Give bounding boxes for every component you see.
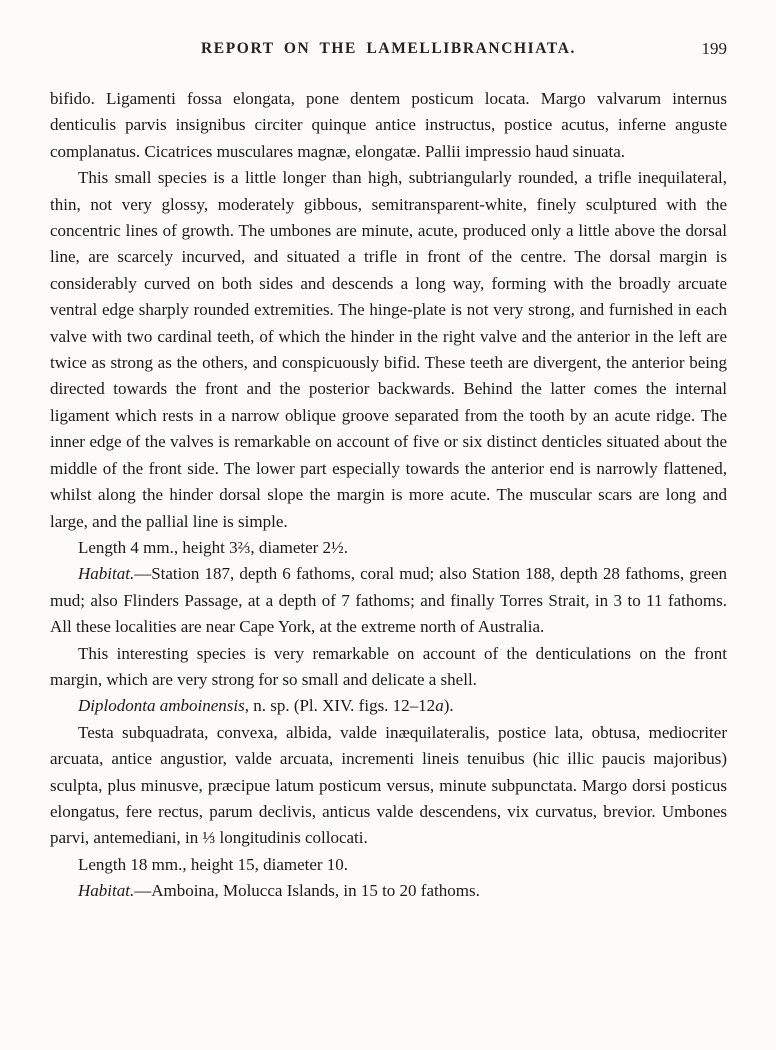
paragraph-habitat-1 (50, 561, 727, 640)
species-heading-rest: , n. sp. (Pl. XIV. figs. 12–12 (244, 696, 436, 716)
paragraph-latin-continuation: bifido. Ligamenti fossa elongata, pone dentem posticum locata. Margo valvarum internus denticulis parvis insignibus circiter quinque antice instructus, postice acutus, inferne anguste complanatus. Cicatrices musculares magnæ, elongatæ. Pallii impressio haud sinuata. (50, 89, 727, 161)
page-body (50, 86, 727, 905)
page-title: REPORT ON THE LAMELLIBRANCHIATA. (200, 40, 576, 57)
habitat-text: —Station 187, depth 6 fathoms, coral mud; also Station 188, depth 28 fathoms, green mud; also Flinders Passage, at a depth of 7 fathoms; and finally Torres Strait, in 3 to 11 fathoms. All these localities are near Cape York, at the extreme north of Australia. (50, 564, 727, 637)
habitat-text-2: —Amboina, Molucca Islands, in 15 to 20 fathoms. (134, 881, 480, 901)
paragraph-dimensions-1: Length 4 mm., height 3⅔, diameter 2½. (78, 537, 349, 557)
habitat-label: Habitat. (78, 564, 135, 584)
running-head (50, 40, 727, 64)
species-heading-close: ). (443, 696, 454, 716)
paragraph-dimensions-2: Length 18 mm., height 15, diameter 10. (78, 854, 349, 874)
paragraph-latin-diagnosis: Testa subquadrata, convexa, albida, valde inæquilateralis, postice lata, obtusa, mediocriter arcuata, antice angustior, valde arcuata, incrementi lineis tenuibus (hic illic paucis majoribus) sculpta, plus minusve, præcipue latum posticum versus, minute subpunctata. Margo dorsi posticus elongatus, fere rectus, parum declivis, anticus valde descendens, vix curvatus, brevior. Umbones parvi, antemediani, in ⅓ longitudinis collocati. (50, 722, 727, 848)
paragraph-species-description: This small species is a little longer than high, subtriangularly rounded, a trifle inequilateral, thin, not very glossy, moderately gibbous, semitransparent-white, finely sculptured with the concentric lines of growth. The umbones are minute, acute, produced only a little above the dorsal line, are scarcely incurved, and situated a trifle in front of the centre. The dorsal margin is considerably curved on both sides and descends a long way, forming with the broadly arcuate ventral edge sharply rounded extremities. The hinge-plate is not very strong, and furnished in each valve with two cardinal teeth, of which the hinder in the right valve and the anterior in the left are twice as strong as the others, and conspicuously bifid. These teeth are divergent, the anterior being directed towards the front and the posterior backwards. Behind the latter comes the internal ligament which rests in a narrow oblique groove separated from the tooth by an acute ridge. The inner edge of the valves is remarkable on account of five or six distinct denticles situated about the middle of the front side. The lower part especially towards the anterior end is narrowly flattened, whilst along the hinder dorsal slope the margin is more acute. The muscular scars are long and large, and the pallial line is simple. (50, 168, 727, 531)
species-figure-letter: a (435, 696, 444, 716)
paragraph-habitat-2 (50, 878, 727, 904)
paragraph-remark: This interesting species is very remarkable on account of the denticulations on the front margin, which are very strong for so small and delicate a shell. (50, 643, 727, 689)
habitat-label-2: Habitat. (78, 881, 135, 901)
species-heading (50, 693, 727, 719)
page-number: 199 (701, 39, 727, 58)
species-name: Diplodonta amboinensis (78, 696, 245, 716)
